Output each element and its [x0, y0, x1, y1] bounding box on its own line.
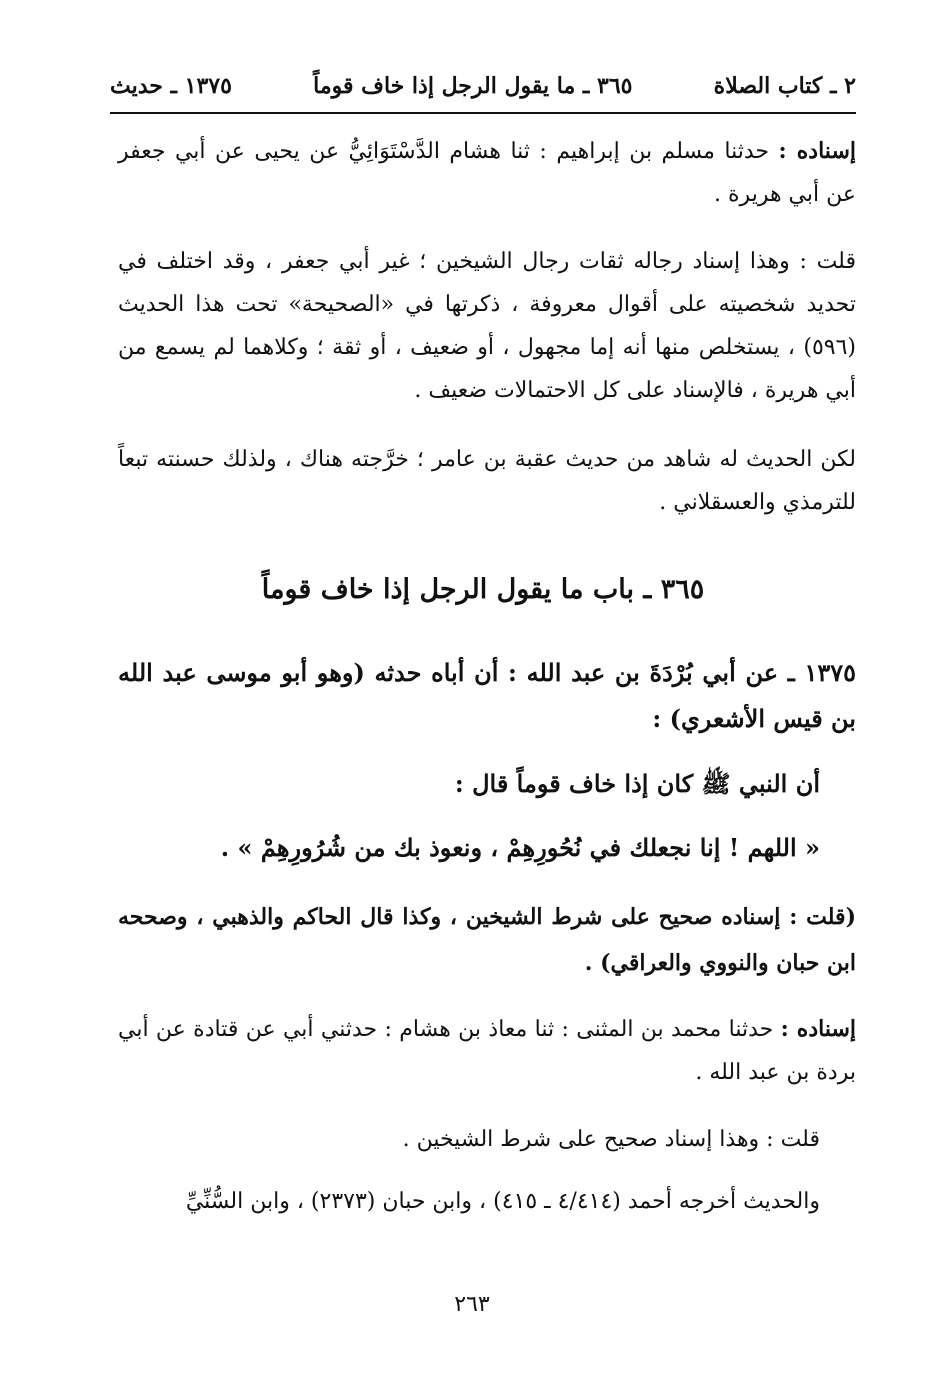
section-heading: ٣٦٥ ـ باب ما يقول الرجل إذا خاف قوماً	[261, 574, 705, 605]
hadith-intro: ١٣٧٥ ـ عن أبي بُرْدَةَ بن عبد الله : أن أباه حدثه (وهو أبو موسى عبد الله بن قيس الأشعري) :	[118, 658, 856, 733]
hadith-line: أن النبي ﷺ كان إذا خاف قوماً قال :	[454, 769, 820, 798]
grading-paragraph: (قلت : إسناده صحيح على شرط الشيخين ، وكذا قال الحاكم والذهبي ، وصححه ابن حبان والنووي والعراقي) .	[118, 904, 856, 976]
takhrij-paragraph: والحديث أخرجه أحمد (٤/٤١٤ ـ ٤١٥) ، وابن حبان (٢٣٧٣) ، وابن السُّنِّيِّ	[185, 1189, 820, 1214]
comment-paragraph-3: قلت : وهذا إسناد صحيح على شرط الشيخين .	[402, 1127, 820, 1152]
isnad-paragraph-1	[118, 130, 856, 216]
hadith-dua: « اللهم ! إنا نجعلك في نُحُورِهِمْ ، ونعوذ بك من شُرُورِهِمْ » .	[220, 833, 820, 862]
running-header	[110, 66, 856, 106]
header-hadith-number: ١٣٧٥ ـ حديث	[110, 73, 232, 99]
comment-paragraph-2: لكن الحديث له شاهد من حديث عقبة بن عامر ؛ خرَّجته هناك ، ولذلك حسنته تبعاً للترمذي والعسقلاني .	[118, 447, 856, 515]
header-chapter: ٢ ـ كتاب الصلاة	[713, 73, 856, 99]
isnad-text: حدثنا محمد بن المثنى : ثنا معاذ بن هشام : حدثني أبي عن قتادة عن أبي بردة بن عبد الله .	[118, 1017, 856, 1085]
isnad-paragraph-2	[118, 1008, 856, 1094]
header-divider	[110, 112, 856, 114]
isnad-text: حدثنا مسلم بن إبراهيم : ثنا هشام الدَّسْتَوَائِيُّ عن يحيى عن أبي جعفر عن أبي هريرة .	[118, 139, 856, 207]
isnad-label: إسناده :	[778, 138, 856, 164]
comment-paragraph-1: قلت : وهذا إسناد رجاله ثقات رجال الشيخين ؛ غير أبي جعفر ، وقد اختلف في تحديد شخصيته على أقوال معروفة ، ذكرتها في «الصحيحة» تحت هذا الحديث (٥٩٦) ، يستخلص منها أنه إما مجهول ، أو ضعيف ، أو ثقة ؛ وكلاهما لم يسمع من أبي هريرة ، فالإسناد على كل الاحتمالات ضعيف .	[118, 249, 856, 403]
isnad-label: إسناده :	[780, 1016, 857, 1042]
page-number: ٢٦٣	[454, 1292, 490, 1317]
header-section: ٣٦٥ ـ ما يقول الرجل إذا خاف قوماً	[313, 73, 633, 99]
